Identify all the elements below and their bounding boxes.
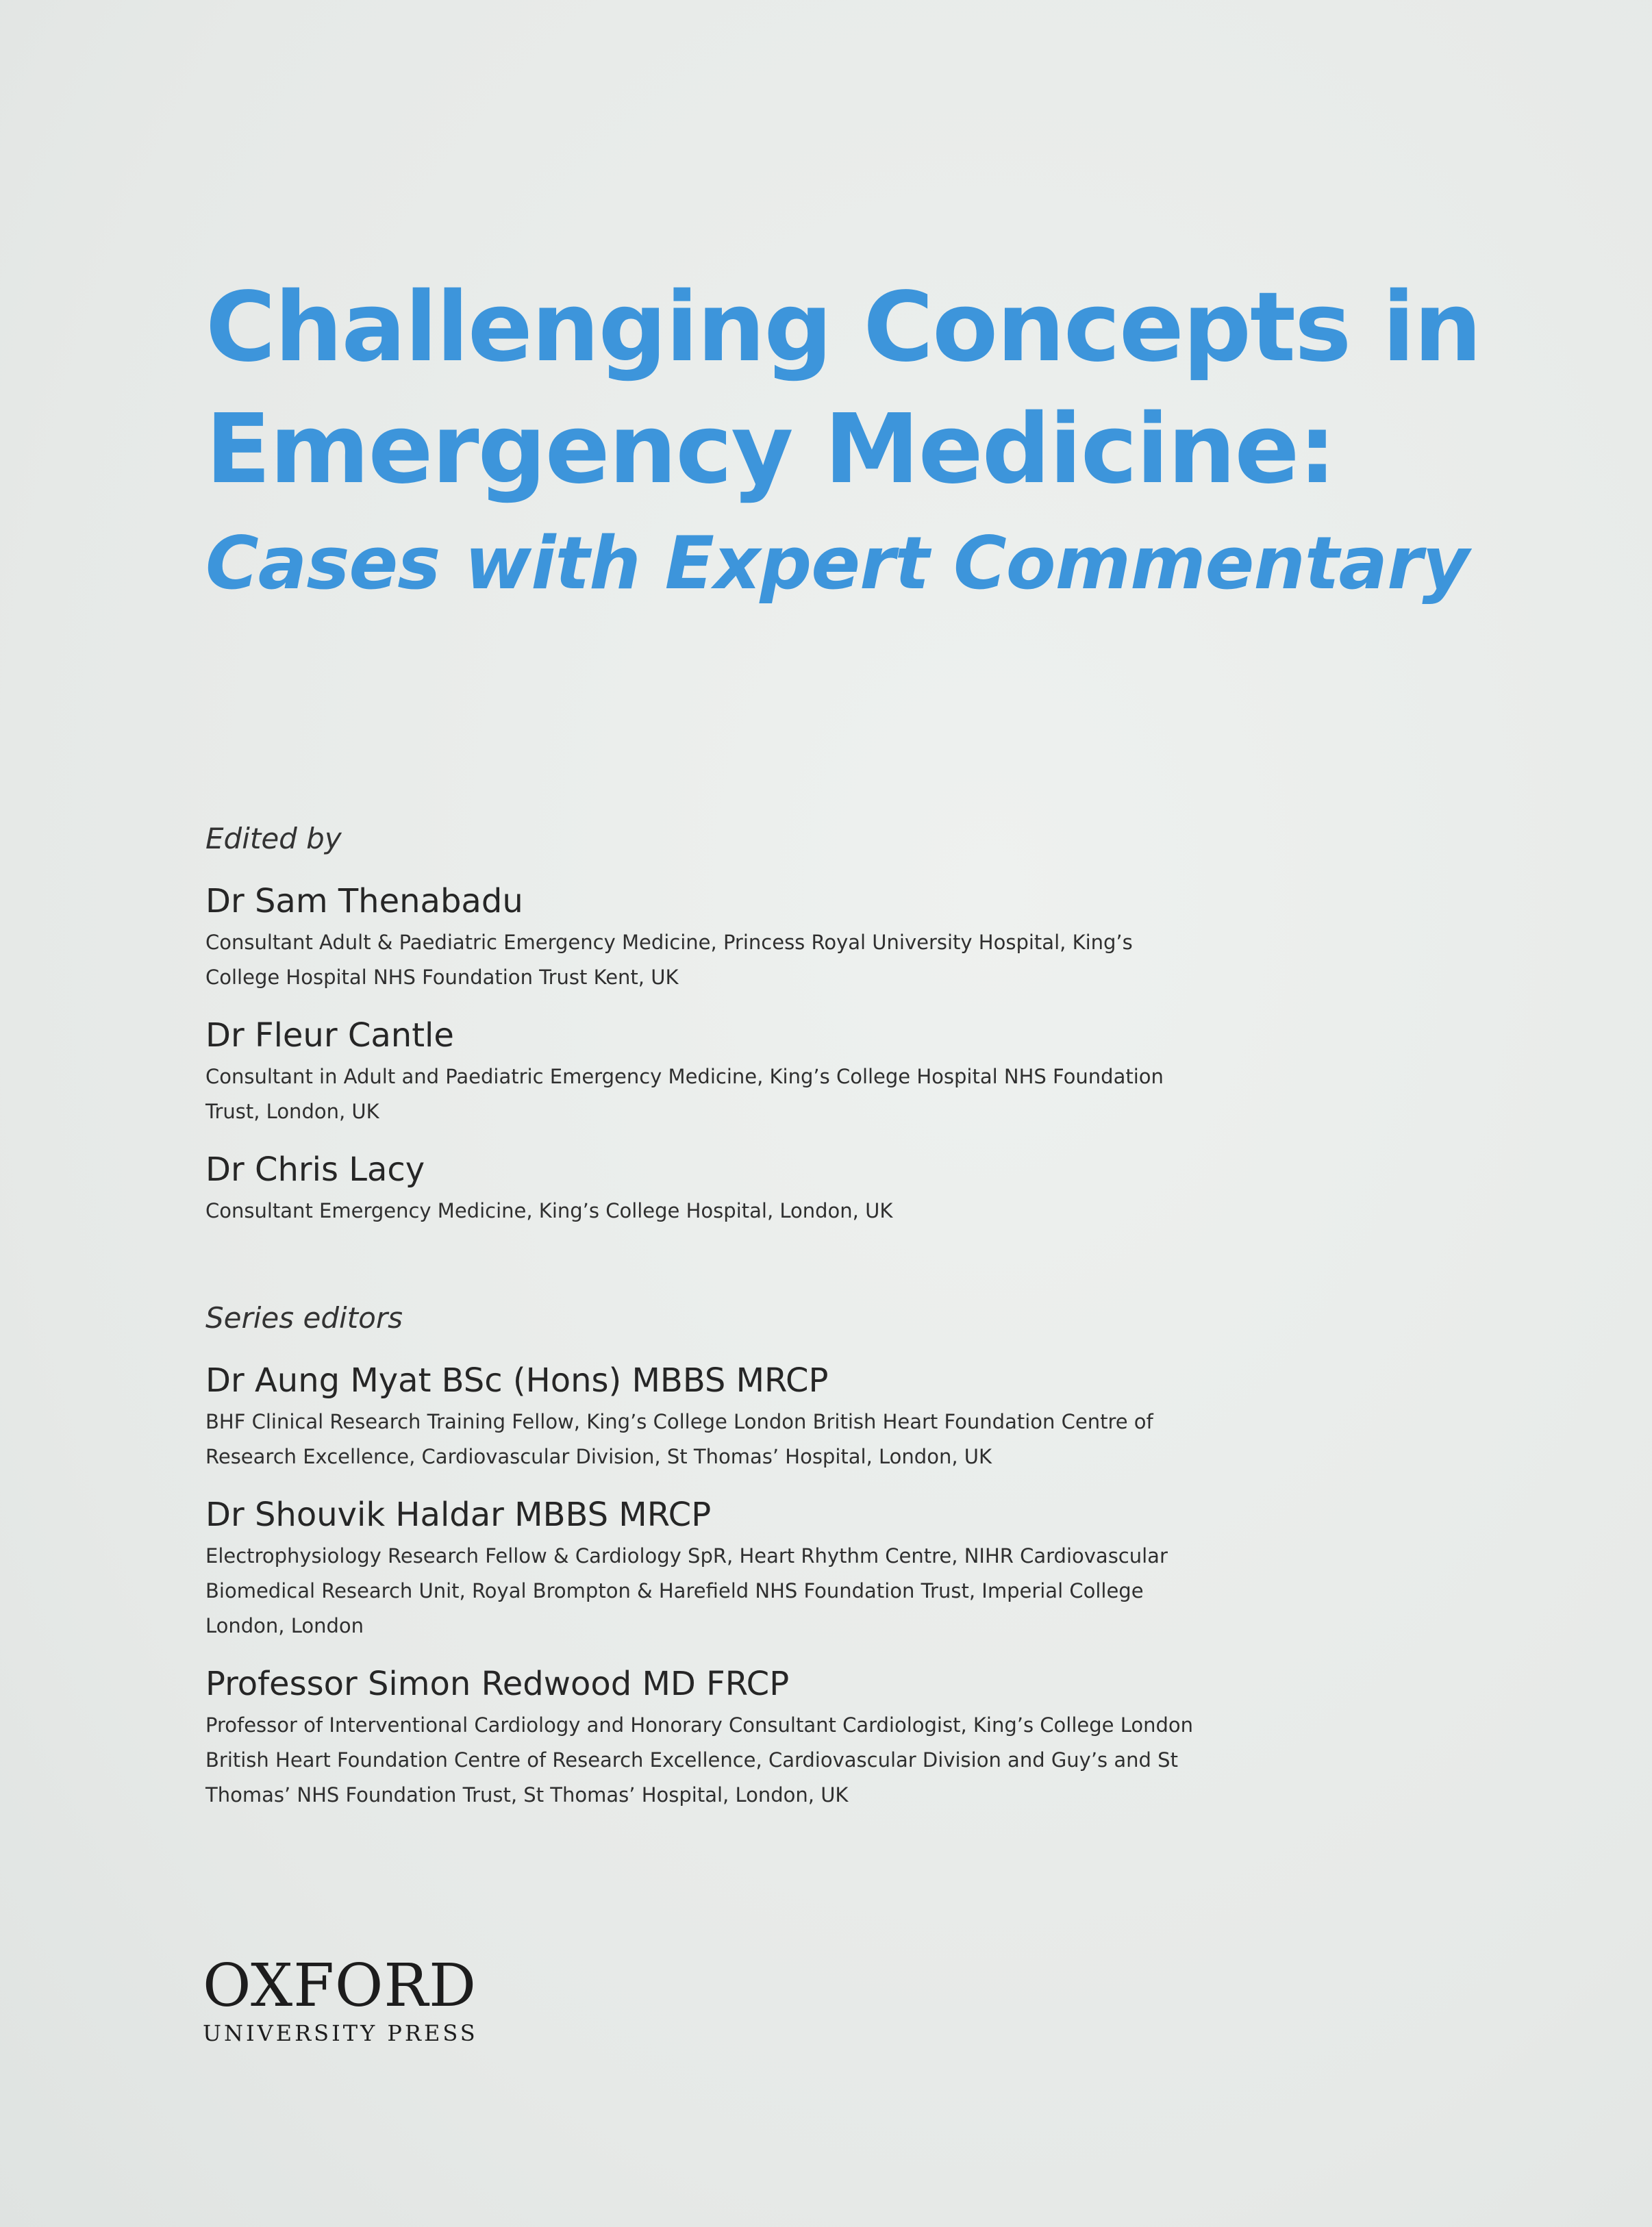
book-title (205, 267, 1507, 511)
editor-name: Dr Chris Lacy (205, 1150, 425, 1189)
series-editor-entry (205, 1492, 1438, 1644)
oxford-university-press-logo (203, 1952, 478, 2047)
editor-affiliation: Consultant in Adult and Paediatric Emergency Medicine, King’s College Hospital NHS Foundation Trust, London, UK (205, 1065, 1164, 1123)
publisher-name: OXFORD (203, 1952, 477, 2020)
editor-entry (205, 1013, 1438, 1129)
series-editor-name: Dr Aung Myat BSc (Hons) MBBS MRCP (205, 1361, 829, 1400)
series-editor-entry (205, 1358, 1438, 1474)
editors-section (205, 818, 1438, 1246)
editors-label: Edited by (205, 822, 342, 855)
series-editors-label: Series editors (205, 1301, 403, 1335)
series-editor-name: Professor Simon Redwood MD FRCP (205, 1665, 790, 1703)
book-subtitle: Cases with Expert Commentary (205, 521, 1469, 605)
book-title-line-2: Emergency Medicine: (205, 394, 1336, 505)
editor-name: Dr Fleur Cantle (205, 1016, 454, 1055)
series-editor-name: Dr Shouvik Haldar MBBS MRCP (205, 1496, 712, 1534)
series-editor-affiliation: BHF Clinical Research Training Fellow, King’s College London British Heart Foundation Centre of Research Excellence, Cardiovascular Division, St Thomas’ Hospital, London, UK (205, 1410, 1153, 1468)
editor-entry (205, 879, 1438, 995)
book-title-line-1: Challenging Concepts in (205, 272, 1481, 383)
editor-affiliation: Consultant Adult & Paediatric Emergency Medicine, Princess Royal University Hospital, King’s College Hospital NHS Foundation Trust Kent, UK (205, 931, 1133, 989)
series-editor-affiliation: Electrophysiology Research Fellow & Cardiology SpR, Heart Rhythm Centre, NIHR Cardiovascular Biomedical Research Unit, Royal Brompton & Harefield NHS Foundation Trust, Imperial College London, London (205, 1544, 1168, 1637)
book-title-block (205, 267, 1507, 615)
editor-entry (205, 1147, 1438, 1229)
editor-name: Dr Sam Thenabadu (205, 882, 523, 920)
series-editor-affiliation: Professor of Interventional Cardiology and Honorary Consultant Cardiologist, King’s College London British Heart Foundation Centre of Research Excellence, Cardiovascular Division and Guy’s and St Thomas’ NHS Foundation Trust, St Thomas’ Hospital, London, UK (205, 1713, 1194, 1807)
series-editor-entry (205, 1661, 1438, 1813)
publisher-subline: UNIVERSITY PRESS (203, 2020, 478, 2046)
editor-affiliation: Consultant Emergency Medicine, King’s College Hospital, London, UK (205, 1199, 893, 1222)
series-editors-section (205, 1298, 1438, 1830)
